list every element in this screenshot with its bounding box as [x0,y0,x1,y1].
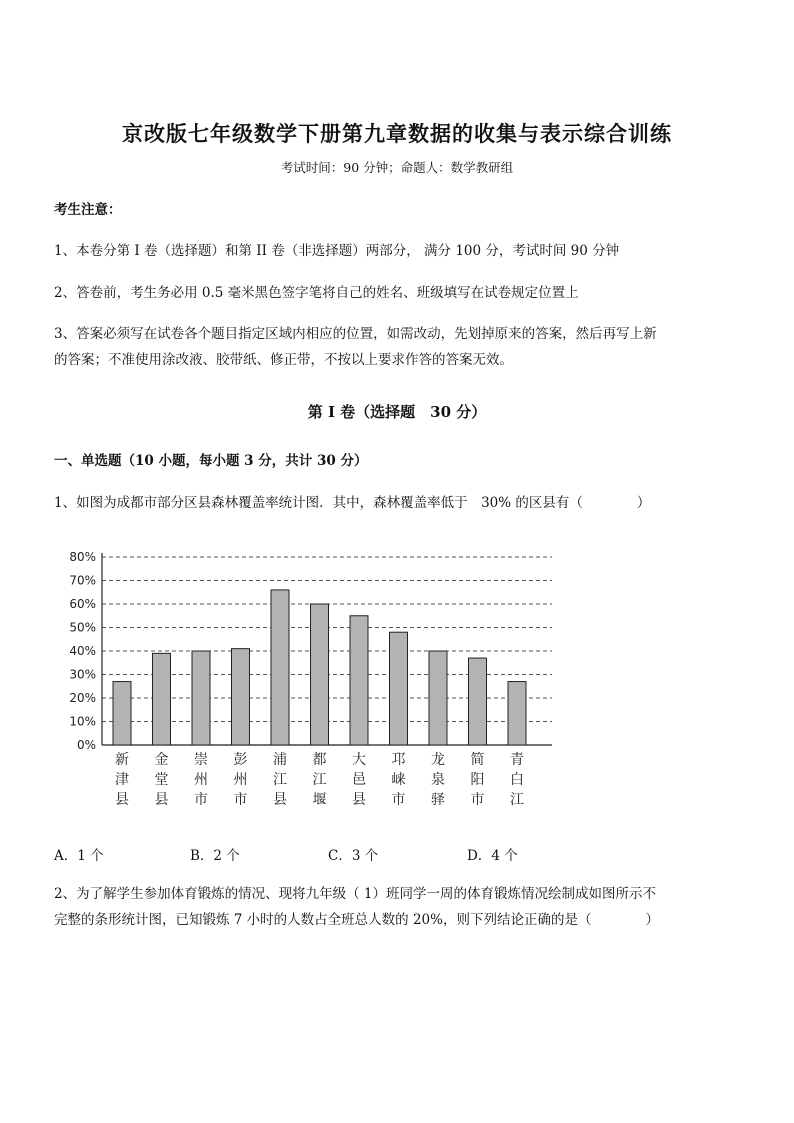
question-1-stem: 1、如图为成都市部分区县森林覆盖率统计图．其中，森林覆盖率低于 30% 的区县有（ ） [54,495,651,511]
x-tick-label: 市 [470,792,485,808]
x-tick-label: 堰 [312,792,327,808]
x-tick-label: 市 [391,792,406,808]
x-tick-label: 都 [312,752,327,768]
y-tick-label: 80% [69,550,96,564]
question-1-option-b[interactable]: B．2 个 [190,848,240,864]
x-tick-label: 龙 [431,752,445,768]
bar [429,651,447,745]
x-tick-label: 泉 [431,772,445,788]
x-tick-label: 堂 [154,772,169,788]
part-title: 一、单选题（10 小题，每小题 3 分，共计 30 分） [54,453,368,469]
x-tick-label: 浦 [273,752,287,768]
y-tick-label: 0% [76,738,96,752]
x-tick-label: 青 [510,752,524,768]
notice-heading: 考生注意： [54,202,122,218]
x-tick-label: 白 [510,772,524,788]
x-tick-label: 简 [470,752,485,768]
x-tick-label: 金 [154,752,169,768]
x-tick-label: 江 [510,792,524,808]
y-tick-label: 70% [69,573,96,588]
bar [390,632,408,745]
x-tick-label: 县 [154,792,169,808]
x-tick-label: 津 [115,772,129,788]
x-tick-label: 江 [312,772,327,788]
x-tick-label: 县 [273,792,287,808]
bar [153,653,171,745]
x-tick-label: 驿 [431,792,445,808]
question-2-stem-line-2: 完整的条形统计图，已知锻炼 7 小时的人数占全班总人数的 20%，则下列结论正确的是（ ） [54,912,659,928]
bar [271,590,289,745]
x-tick-label: 州 [194,772,208,788]
notice-item-1: 1、本卷分第 I 卷（选择题）和第 II 卷（非选择题）两部分， 满分 100 分，考试时间 90 分钟 [54,243,620,259]
y-tick-label: 10% [69,714,96,729]
x-tick-label: 崃 [391,772,406,788]
bar [192,651,210,745]
x-tick-label: 新 [115,752,129,768]
bar [350,616,368,745]
x-tick-label: 邑 [352,772,366,788]
y-tick-label: 20% [69,691,96,705]
bar [311,604,329,745]
question-2-stem-line-1: 2、为了解学生参加体育锻炼的情况、现将九年级（ 1）班同学一周的体育锻炼情况绘制成如图所示不 [54,886,656,902]
x-tick-label: 阳 [470,772,485,788]
x-tick-label: 县 [352,792,366,808]
x-tick-label: 市 [233,792,248,808]
bar [113,682,131,745]
x-tick-label: 邛 [391,752,406,768]
notice-item-3: 3、答案必须写在试卷各个题目指定区域内相应的位置，如需改动，先划掉原来的答案，然后再写上新 [54,326,657,342]
x-tick-label: 彭 [233,752,248,768]
x-tick-label: 州 [233,772,248,788]
forest-coverage-bar-chart [60,540,560,815]
question-1-option-d[interactable]: D．4 个 [467,848,518,864]
y-tick-label: 50% [69,620,96,635]
question-1-option-c[interactable]: C．3 个 [328,848,379,864]
bar [469,658,487,745]
x-tick-label: 江 [273,772,287,788]
x-tick-label: 大 [352,752,366,768]
bar [232,649,250,745]
x-tick-label: 崇 [194,752,208,768]
bar [508,682,526,745]
exam-subtitle: 考试时间：90 分钟；命题人：数学教研组 [280,160,514,175]
notice-item-2: 2、答卷前，考生务必用 0.5 毫米黑色签字笔将自己的姓名、班级填写在试卷规定位置上 [54,285,579,301]
notice-item-3-cont: 的答案；不准使用涂改液、胶带纸、修正带，不按以上要求作答的答案无效。 [54,352,513,368]
question-1-option-a[interactable]: A．1 个 [54,848,104,864]
x-tick-label: 县 [115,792,129,808]
x-tick-label: 市 [194,792,208,808]
section-title: 第 I 卷（选择题 30 分） [307,403,487,421]
y-tick-label: 30% [69,667,96,682]
y-tick-label: 40% [69,644,96,658]
y-tick-label: 60% [69,597,96,611]
exam-title: 京改版七年级数学下册第九章数据的收集与表示综合训练 [122,121,672,146]
